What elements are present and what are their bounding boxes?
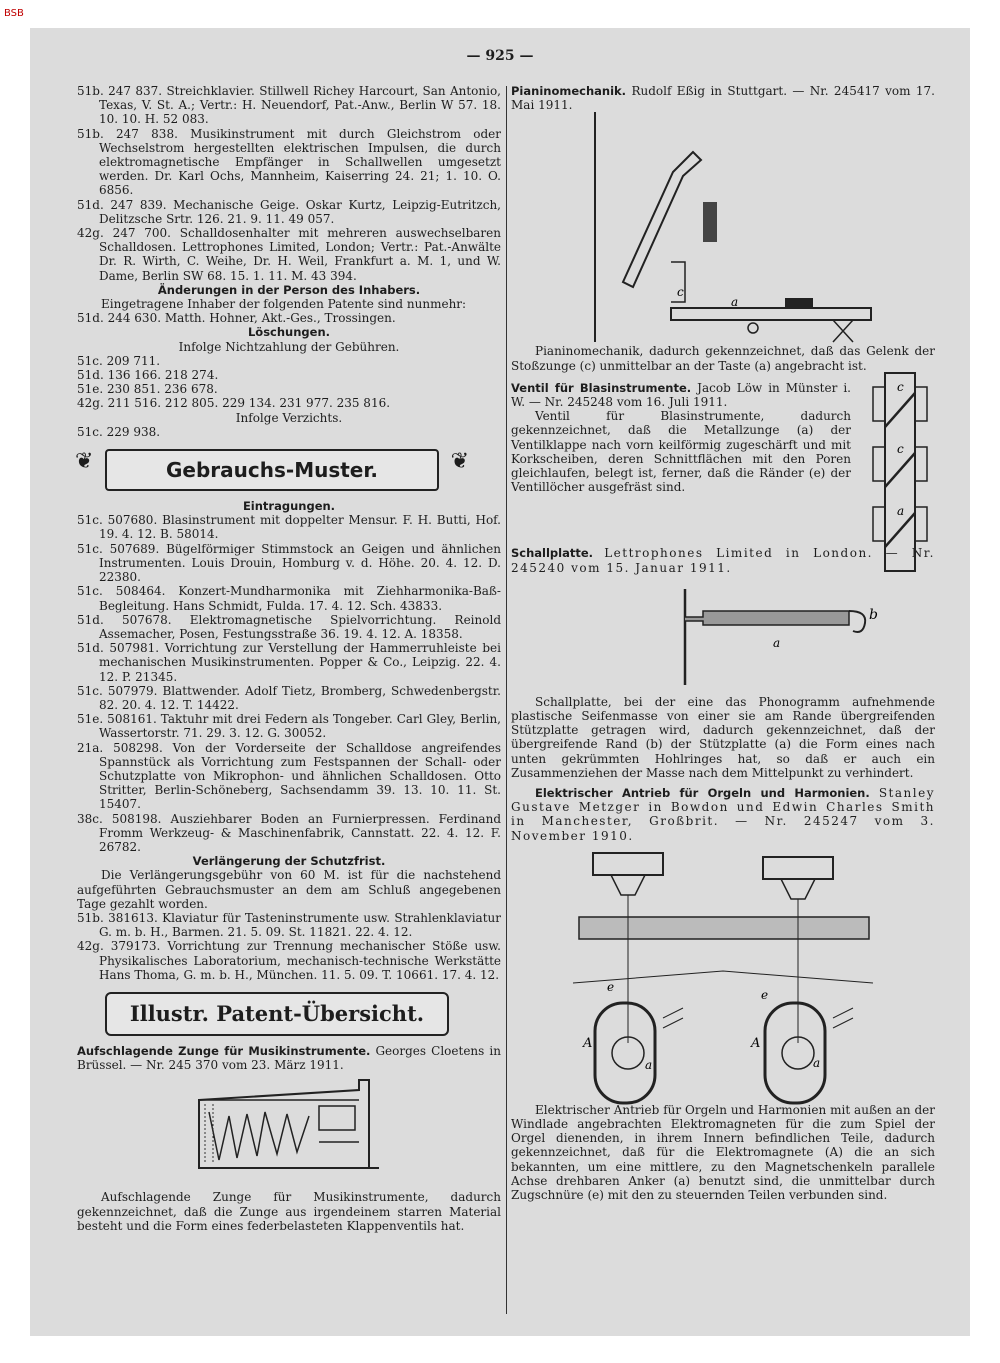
- loeschung-line: 51e. 230 851. 236 678.: [77, 382, 218, 397]
- fig-label: e: [607, 979, 615, 994]
- gm-entry: 51e. 508161. Taktuhr mit drei Federn als Tongeber. Carl Gley, Berlin, Wassertorstr. 71. 29. 3. 12. G. 30052.: [77, 712, 501, 741]
- right-column: [511, 84, 935, 1202]
- patent-entry: 51b. 247 838. Musikinstrument mit durch Gleichstrom oder Wechselstrom hergestellten elektrischen Impulsen, die durch elektromagnetische Empfänger in Schallwellen umgesetzt werden. Dr. Karl Ochs, Mannheim, Kaiserring 24. 21; 1. 10. O. 6856.: [77, 126, 501, 198]
- verlaengerung-intro: Die Verlängerungsgebühr von 60 M. ist für die nachstehend aufgeführten Gebrauchsmuster an dem am Schluß angegebenen Tage gezahlt worden.: [77, 868, 501, 911]
- schall-title: Schallplatte.: [511, 546, 594, 561]
- loeschungen-subheading: Infolge Nichtzahlung der Gebühren.: [178, 339, 400, 354]
- fig-label: c: [897, 379, 904, 394]
- piano-figure: [553, 112, 893, 344]
- zunge-header: Georges Cloetens in Brüssel. — Nr. 245 370 vom 23. März 1911.: [77, 1043, 501, 1073]
- gm-entry: 51c. 507979. Blattwender. Adolf Tietz, Bromberg, Schwedenbergstr. 82. 20. 4. 12. T. 14422.: [77, 683, 501, 712]
- fig-label: a: [813, 1055, 821, 1070]
- ventil-figure: [867, 367, 933, 577]
- loeschung-line: 42g. 211 516. 212 805. 229 134. 231 977. 235 816.: [77, 396, 391, 411]
- piano-caption: Pianinomechanik, dadurch gekennzeichnet, daß das Gelenk der Stoßzunge (c) unmittelbar an der Taste (a) angebracht ist.: [511, 344, 935, 373]
- orgel-title: Elektrischer Antrieb für Orgeln und Harmonien.: [535, 786, 870, 801]
- orgel-caption: Elektrischer Antrieb für Orgeln und Harmonien mit außen an der Windlade angebrachten Elektromagneten für die zum Spiel der Orgel dienenden, in ihrem Innern befindlichen Teile, dadurch gekennzeichnet, daß für die Elektromagnete (A) die an sich bekannten, um eine mittlere, zu den Magnetschenkeln parallele Achse drehbaren Anker (a) benutzt sind, die unmittelbar durch Zugschnüre (e) mit den zu steuernden Teilen verbunden sind.: [511, 1102, 935, 1203]
- fig-label: c: [677, 285, 684, 300]
- gm-entry: 51c. 507680. Blasinstrument mit doppelter Mensur. F. H. Butti, Hof. 19. 4. 12. B. 58014.: [77, 513, 501, 542]
- fig-label: c: [897, 441, 904, 456]
- fig-label: A: [751, 1035, 761, 1051]
- aenderungen-intro: Eingetragene Inhaber der folgenden Patente sind nunmehr:: [101, 297, 467, 312]
- gm-entry: 51d. 507678. Elektromagnetische Spielvorrichtung. Reinold Assemacher, Posen, Festungsstraße 36. 19. 4. 12. A. 18358.: [77, 612, 501, 641]
- ventil-caption: Ventil für Blasinstrumente, dadurch gekennzeichnet, daß die Metallzunge (a) der Ventilklappe nach vorn keilförmig zugeschärft und mit Korkscheiben, deren Schnittflächen mit den Poren gleichlaufen, belegt ist, ferner, daß die Ränder (e) der Ventillöcher ausgefräst sind.: [511, 409, 851, 495]
- gm-entry: 21a. 508298. Von der Vorderseite der Schalldose angreifendes Spannstück als Vorrichtung zum Festspannen der Schall- oder Schutzplatte von Mikrophon- und ähnlichen Schalldosen. Otto Stritter, Berlin-Schöneberg, Sachsendamm 39. 13. 10. 11. St. 15407.: [77, 740, 501, 812]
- banner-title: Gebrauchs-Muster.: [166, 457, 378, 482]
- orgel-header: Stanley Gustave Metzger in Bowdon und Edwin Charles Smith in Manchester, Großbrit. — Nr. 245247 vom 3. November 1910.: [511, 786, 935, 843]
- loeschungen-subheading: Infolge Verzichts.: [235, 410, 343, 425]
- orgel-figure: [573, 843, 873, 1103]
- fig-label: a: [731, 295, 739, 310]
- verlaengerung-entry: 42g. 379173. Vorrichtung zur Trennung mechanischer Stöße usw. Physikalisches Laboratorium, mechanisch-technische Werkstätte Hans Thoma, G. m. b. H., München. 11. 5. 09. T. 10661. 17. 4. 12.: [77, 939, 501, 982]
- banner-title: Illustr. Patent-Übersicht.: [129, 1000, 425, 1026]
- patent-entry: 51b. 247 837. Streichklavier. Stillwell Richey Harcourt, San Antonio, Texas, V. St. A.; Vertr.: H. Neuendorf, Pat.-Anw., Berlin W 57. 18. 10. 10. H. 52 083.: [77, 84, 501, 127]
- zunge-caption: Aufschlagende Zunge für Musikinstrumente, dadurch gekennzeichnet, daß die Zunge aus irgendeinem starren Material besteht und die Form eines federbelasteten Klappenventils hat.: [77, 1190, 501, 1233]
- gm-entry: 51d. 507981. Vorrichtung zur Verstellung der Hammerruhleiste bei mechanischen Musikinstrumenten. Popper & Co., Leipzig. 22. 4. 12. P. 21345.: [77, 641, 501, 684]
- gm-entry: 51c. 507689. Bügelförmiger Stimmstock an Geigen und ähnlichen Instrumenten. Louis Drouin, Homburg v. d. Höhe. 20. 4. 12. D. 22380.: [77, 541, 501, 585]
- patent-uebersicht-banner: [105, 992, 449, 1036]
- section-heading-aenderungen: Änderungen in der Person des Inhabers.: [157, 282, 421, 297]
- section-heading-eintragungen: Eintragungen.: [242, 499, 336, 514]
- gebrauchsmuster-banner: [75, 449, 469, 491]
- gm-entry: 51c. 508464. Konzert-Mundharmonika mit Ziehharmonika-Baß-Begleitung. Hans Schmidt, Fulda. 17. 4. 12. Sch. 43833.: [77, 584, 501, 613]
- piano-header: Rudolf Eßig in Stuttgart. — Nr. 245417 vom 17. Mai 1911.: [511, 84, 935, 113]
- piano-title: Pianinomechanik.: [511, 84, 627, 98]
- schall-figure: [573, 575, 878, 695]
- fig-label: a: [773, 635, 781, 650]
- ventil-header: Jacob Löw in Münster i. W. — Nr. 245248 vom 16. Juli 1911.: [511, 380, 851, 410]
- library-watermark: BSB: [4, 8, 24, 19]
- page-number: — 925 —: [466, 48, 534, 64]
- gm-entry: 38c. 508198. Ausziehbarer Boden an Furnierpressen. Ferdinand Fromm Werkzeug- & Maschinenfabrik, Cannstatt. 22. 4. 12. F. 26782.: [77, 811, 501, 854]
- schall-caption: Schallplatte, bei der eine das Phonogramm aufnehmende plastische Seifenmasse von einer sie am Rande übergreifenden Stützplatte getragen wird, dadurch gekennzeichnet, daß der übergreifende Rand (b) der Stützplatte (a) die Form eines nach unten gekrümmten Hohlringes hat, so daß er auch ein Zusammenziehen der Masse nach dem Mittelpunkt zu verhindert.: [511, 694, 935, 780]
- patent-entry: 42g. 247 700. Schalldosenhalter mit mehreren auswechselbaren Schalldosen. Lettrophones Limited, London; Vertr.: Pat.-Anwälte Dr. R. Wirth, C. Weihe, Dr. H. Weil, Frankfurt a. M. 1, und W. Dame, Berlin SW 68. 15. 1. 11. M. 43 394.: [77, 226, 501, 283]
- loeschung-line: 51d. 136 166. 218 274.: [77, 368, 219, 383]
- aenderungen-entry: 51d. 244 630. Matth. Hohner, Akt.-Ges., Trossingen.: [77, 311, 396, 326]
- ornament-icon: ❦: [75, 449, 94, 475]
- schall-header: Lettrophones Limited in London. — Nr. 245240 vom 15. Januar 1911.: [511, 546, 935, 575]
- loeschung-line: 51c. 229 938.: [77, 424, 161, 439]
- fig-label: a: [897, 503, 905, 518]
- section-heading-verlaengerung: Verlängerung der Schutzfrist.: [192, 854, 386, 869]
- left-column: [77, 84, 501, 1233]
- fig-label: e: [761, 987, 769, 1002]
- loeschung-line: 51c. 209 711.: [77, 353, 161, 368]
- ventil-title: Ventil für Blasinstrumente.: [511, 380, 692, 395]
- section-heading-loeschungen: Löschungen.: [247, 325, 331, 340]
- verlaengerung-entry: 51b. 381613. Klaviatur für Tasteninstrumente usw. Strahlenklaviatur G. m. b. H., Barmen. 21. 5. 09. St. 11821. 22. 4. 12.: [77, 910, 501, 940]
- zunge-figure: [169, 1072, 409, 1190]
- patent-entry: 51d. 247 839. Mechanische Geige. Oskar Kurtz, Leipzig-Eutritzch, Delitzsche Srtr. 126. 21. 9. 11. 49 057.: [77, 197, 501, 226]
- fig-label: A: [583, 1035, 593, 1051]
- ornament-icon: ❦: [450, 449, 469, 475]
- column-divider: [506, 86, 507, 1314]
- zunge-title: Aufschlagende Zunge für Musikinstrumente.: [77, 1043, 371, 1058]
- fig-label: b: [869, 606, 878, 623]
- fig-label: a: [645, 1057, 653, 1072]
